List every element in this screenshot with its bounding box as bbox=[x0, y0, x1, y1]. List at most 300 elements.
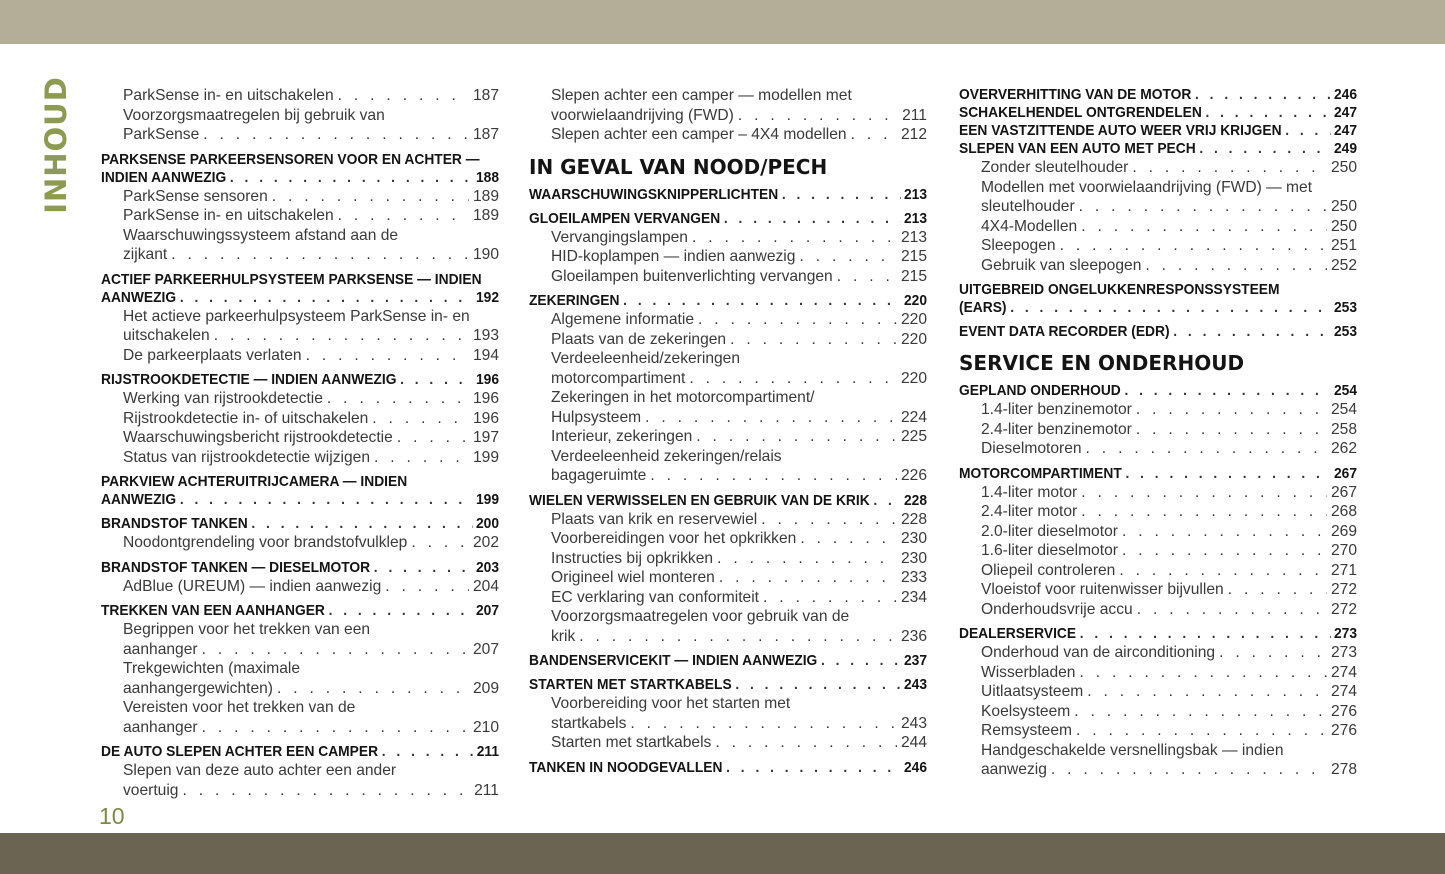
toc-heading-label: TREKKEN VAN EEN AANHANGER bbox=[101, 602, 325, 619]
toc-subentry[interactable] bbox=[529, 588, 927, 608]
toc-subentry-label: ParkSense in- en uitschakelen bbox=[123, 207, 334, 224]
toc-page-number: 189 bbox=[472, 207, 499, 224]
toc-heading-label: GEPLAND ONDERHOUD bbox=[959, 382, 1121, 399]
dot-leader bbox=[1219, 643, 1327, 663]
section-title: SERVICE EN ONDERHOUD bbox=[959, 351, 1245, 375]
toc-subentry-label: Plaats van de zekeringen bbox=[551, 330, 727, 348]
toc-subentry-text: Verdeeleenheid zekeringen/relais bbox=[551, 447, 782, 465]
toc-heading[interactable] bbox=[101, 289, 499, 307]
dot-leader bbox=[1124, 382, 1330, 400]
dot-leader bbox=[1086, 439, 1327, 459]
toc-subentry[interactable] bbox=[959, 236, 1357, 256]
toc-page-number: 249 bbox=[1333, 140, 1358, 157]
toc-subentry-label: krik bbox=[551, 627, 576, 645]
toc-heading[interactable] bbox=[529, 492, 927, 510]
dot-leader bbox=[1079, 197, 1327, 217]
toc-heading[interactable] bbox=[101, 743, 499, 761]
toc-subentry-label: motorcompartiment bbox=[551, 369, 686, 387]
toc-heading-label: BRANDSTOF TANKEN — DIESELMOTOR bbox=[101, 558, 371, 576]
toc-heading-label: AANWEZIG bbox=[101, 288, 177, 306]
toc-subentry[interactable] bbox=[101, 640, 499, 660]
toc-page-number: 246 bbox=[1333, 86, 1358, 103]
toc-subentry[interactable] bbox=[959, 760, 1357, 780]
dot-leader bbox=[873, 492, 900, 510]
dot-leader bbox=[630, 714, 897, 734]
toc-heading[interactable] bbox=[959, 382, 1357, 400]
toc-page-number: 252 bbox=[1330, 256, 1357, 274]
toc-subentry-label: aanhanger bbox=[123, 718, 198, 736]
toc-page-number: 200 bbox=[475, 515, 500, 532]
toc-subentry[interactable] bbox=[529, 549, 927, 569]
toc-page-number: 250 bbox=[1330, 198, 1357, 215]
toc-heading-label: RIJSTROOKDETECTIE — INDIEN AANWEZIG bbox=[101, 371, 397, 388]
dot-leader bbox=[698, 310, 897, 330]
toc-page-number: 197 bbox=[472, 429, 499, 446]
toc-heading[interactable] bbox=[959, 299, 1357, 317]
toc-heading[interactable] bbox=[101, 515, 499, 533]
toc-subentry-text: Voorzorgsmaatregelen voor gebruik van de bbox=[551, 608, 850, 625]
dot-leader bbox=[385, 577, 469, 597]
toc-subentry-label: ParkSense bbox=[123, 126, 200, 143]
dot-leader bbox=[1132, 158, 1327, 178]
toc-page-number: 230 bbox=[900, 530, 927, 547]
toc-subentry[interactable] bbox=[101, 409, 499, 429]
toc-heading-text: UITGEBREID ONGELUKKENRESPONSSYSTEEM bbox=[959, 281, 1280, 298]
toc-page-number: 187 bbox=[472, 87, 499, 104]
dot-leader bbox=[1074, 702, 1327, 722]
toc-heading[interactable] bbox=[529, 292, 927, 310]
toc-subentry[interactable] bbox=[101, 187, 499, 207]
toc-subentry[interactable] bbox=[959, 158, 1357, 178]
toc-heading[interactable] bbox=[101, 371, 499, 389]
toc-subentry-label: Instructies bij opkrikken bbox=[551, 549, 714, 567]
toc-heading[interactable] bbox=[101, 559, 499, 577]
toc-subentry-text: Het actieve parkeerhulpsysteem ParkSense in- en bbox=[123, 307, 470, 325]
toc-heading-text: ACTIEF PARKEERHULPSYSTEEM PARKSENSE — INDIEN bbox=[101, 270, 482, 288]
toc-page-number: 193 bbox=[472, 327, 499, 344]
toc-subentry-label: Waarschuwingsbericht rijstrookdetectie bbox=[123, 429, 393, 446]
toc-page-number: 196 bbox=[475, 371, 500, 388]
toc-subentry[interactable] bbox=[529, 408, 927, 428]
toc-subentry-label: Rijstrookdetectie in- of uitschakelen bbox=[123, 409, 369, 427]
toc-subentry-label: 2.0-liter dieselmotor bbox=[981, 522, 1118, 540]
toc-subentry[interactable] bbox=[529, 228, 927, 248]
toc-subentry[interactable] bbox=[101, 448, 499, 468]
toc-subentry-label: 4X4-Modellen bbox=[981, 217, 1078, 235]
dot-leader bbox=[1010, 299, 1330, 317]
toc-heading[interactable] bbox=[959, 625, 1357, 643]
toc-subentry-label: bagageruimte bbox=[551, 467, 647, 484]
dot-leader bbox=[1079, 663, 1327, 683]
toc-subentry[interactable] bbox=[529, 568, 927, 588]
dot-leader bbox=[1136, 400, 1327, 420]
toc-heading-label: DE AUTO SLEPEN ACHTER EEN CAMPER bbox=[101, 743, 379, 760]
dot-leader bbox=[719, 568, 897, 588]
toc-subentry-label: zijkant bbox=[123, 246, 168, 263]
toc-subentry-text: Modellen met voorwielaandrijving (FWD) — met bbox=[981, 178, 1313, 196]
toc-subentry[interactable] bbox=[959, 682, 1357, 702]
toc-page-number: 251 bbox=[1330, 237, 1357, 254]
toc-subentry[interactable] bbox=[959, 580, 1357, 600]
toc-subentry-text: Waarschuwingssysteem afstand aan de bbox=[123, 226, 399, 244]
toc-page-number: 254 bbox=[1333, 382, 1358, 399]
toc-page-number: 189 bbox=[472, 187, 499, 205]
dot-leader bbox=[338, 86, 469, 106]
dot-leader bbox=[692, 228, 897, 248]
toc-page-number: 212 bbox=[900, 126, 927, 143]
toc-heading-label: OVERVERHITTING VAN DE MOTOR bbox=[959, 86, 1192, 103]
dot-leader bbox=[717, 549, 897, 569]
toc-page-number: 192 bbox=[475, 288, 500, 306]
toc-page-number: 253 bbox=[1333, 323, 1358, 340]
toc-page-number: 224 bbox=[900, 408, 927, 426]
toc-page-number: 199 bbox=[472, 448, 499, 466]
dot-leader bbox=[202, 640, 469, 660]
toc-subentry-label: Remsysteem bbox=[981, 722, 1072, 739]
toc-subentry[interactable] bbox=[959, 561, 1357, 581]
toc-subentry[interactable] bbox=[529, 714, 927, 734]
toc-heading-text: PARKSENSE PARKEERSENSOREN VOOR EN ACHTER — bbox=[101, 150, 480, 168]
toc-subentry[interactable] bbox=[959, 217, 1357, 237]
toc-subentry-label: Plaats van krik en reservewiel bbox=[551, 510, 758, 528]
dot-leader bbox=[1051, 760, 1327, 780]
toc-subentry-label: AdBlue (UREUM) — indien aanwezig bbox=[123, 577, 382, 595]
dot-leader bbox=[837, 267, 897, 287]
toc-heading[interactable] bbox=[959, 323, 1357, 341]
dot-leader bbox=[1081, 483, 1327, 503]
toc-page-number: 270 bbox=[1330, 542, 1357, 559]
dot-leader bbox=[277, 679, 469, 699]
toc-heading[interactable] bbox=[529, 676, 927, 694]
toc-subentry-label: Onderhoud van de airconditioning bbox=[981, 644, 1216, 661]
dot-leader bbox=[306, 346, 469, 366]
toc-subentry[interactable] bbox=[529, 369, 927, 389]
toc-page-number: 234 bbox=[900, 588, 927, 606]
dot-leader bbox=[735, 676, 900, 694]
toc-subentry[interactable] bbox=[101, 577, 499, 597]
dot-leader bbox=[821, 652, 900, 670]
toc-page-number: 188 bbox=[475, 168, 500, 186]
dot-leader bbox=[1285, 122, 1330, 140]
dot-leader bbox=[182, 781, 470, 801]
toc-heading-label: WAARSCHUWINGSKNIPPERLICHTEN bbox=[529, 185, 779, 203]
toc-subentry-text: Trekgewichten (maximale bbox=[123, 660, 301, 677]
toc-subentry-text: Vereisten voor het trekken van de bbox=[123, 699, 356, 716]
toc-page-number: 220 bbox=[900, 369, 927, 387]
toc-page-number: 211 bbox=[476, 743, 500, 760]
toc-subentry-label: Interieur, zekeringen bbox=[551, 428, 693, 445]
toc-page-number: 246 bbox=[903, 758, 928, 776]
toc-heading[interactable] bbox=[529, 759, 927, 777]
toc-page-number: 190 bbox=[472, 246, 499, 263]
dot-leader bbox=[374, 559, 473, 577]
toc-heading-label: WIELEN VERWISSELEN EN GEBRUIK VAN DE KRIK bbox=[529, 491, 870, 509]
toc-page-number: 278 bbox=[1330, 761, 1357, 778]
toc-subentry[interactable] bbox=[101, 125, 499, 145]
dot-leader bbox=[1205, 104, 1330, 122]
top-band bbox=[0, 0, 1445, 44]
toc-heading-label: GLOEILAMPEN VERVANGEN bbox=[529, 209, 721, 227]
toc-subentry[interactable] bbox=[959, 522, 1357, 542]
toc-page-number: 207 bbox=[472, 640, 499, 658]
toc-subentry-label: 1.6-liter dieselmotor bbox=[981, 542, 1118, 559]
toc-subentry-label: voorwielaandrijving (FWD) bbox=[551, 106, 734, 124]
dot-leader bbox=[214, 326, 469, 346]
toc-page-number: 220 bbox=[903, 292, 928, 309]
dot-leader bbox=[799, 247, 897, 267]
toc-subentry[interactable] bbox=[101, 346, 499, 366]
toc-subentry-text: Slepen van deze auto achter een ander bbox=[123, 762, 397, 779]
toc-subentry[interactable] bbox=[529, 330, 927, 350]
dot-leader bbox=[374, 448, 469, 468]
toc-heading[interactable] bbox=[529, 186, 927, 204]
toc-subentry[interactable] bbox=[529, 510, 927, 530]
dot-leader bbox=[372, 409, 469, 429]
toc-subentry-label: Starten met startkabels bbox=[551, 734, 712, 751]
toc-subentry[interactable] bbox=[959, 702, 1357, 722]
toc-page-number: 272 bbox=[1330, 581, 1357, 598]
toc-subentry[interactable] bbox=[101, 206, 499, 226]
toc-subentry[interactable] bbox=[529, 125, 927, 145]
toc-subentry-label: aanhangergewichten) bbox=[123, 679, 273, 697]
toc-page-number: 253 bbox=[1333, 299, 1358, 316]
toc-heading[interactable] bbox=[959, 122, 1357, 140]
dot-leader bbox=[726, 759, 900, 777]
toc-subentry-text: Zekeringen in het motorcompartiment/ bbox=[551, 389, 815, 406]
dot-leader bbox=[202, 718, 469, 738]
toc-page-number: 230 bbox=[900, 549, 927, 567]
toc-page-number: 213 bbox=[900, 228, 927, 246]
toc-page-number: 196 bbox=[472, 390, 499, 407]
toc-heading-label: AANWEZIG bbox=[101, 491, 177, 508]
toc-subentry[interactable] bbox=[959, 502, 1357, 522]
toc-subentry-label: Status van rijstrookdetectie wijzigen bbox=[123, 448, 371, 466]
toc-subentry[interactable] bbox=[959, 400, 1357, 420]
toc-heading-label: EVENT DATA RECORDER (EDR) bbox=[959, 323, 1170, 340]
dot-leader bbox=[738, 106, 898, 126]
toc-page-number: 247 bbox=[1333, 122, 1358, 139]
toc-subentry[interactable] bbox=[529, 529, 927, 549]
toc-page-number: 199 bbox=[475, 491, 500, 508]
toc-subentry-label: 2.4-liter benzinemotor bbox=[981, 420, 1132, 438]
dot-leader bbox=[1060, 236, 1327, 256]
toc-subentry[interactable] bbox=[529, 427, 927, 447]
toc-column-1 bbox=[101, 86, 499, 800]
dot-leader bbox=[329, 602, 473, 620]
toc-subentry[interactable] bbox=[529, 106, 927, 126]
toc-page-number: 233 bbox=[900, 569, 927, 586]
toc-page-number: 247 bbox=[1333, 104, 1358, 121]
toc-subentry-label: EC verklaring van conformiteit bbox=[551, 588, 759, 606]
dot-leader bbox=[171, 245, 469, 265]
toc-subentry[interactable] bbox=[529, 466, 927, 486]
toc-heading[interactable] bbox=[529, 210, 927, 228]
toc-subentry[interactable] bbox=[959, 483, 1357, 503]
toc-subentry[interactable] bbox=[101, 389, 499, 409]
toc-subentry[interactable] bbox=[959, 643, 1357, 663]
dot-leader bbox=[724, 210, 900, 228]
dot-leader bbox=[851, 125, 897, 145]
toc-subentry-label: Dieselmotoren bbox=[981, 440, 1082, 457]
toc-subentry[interactable] bbox=[101, 718, 499, 738]
toc-subentry-label: aanhanger bbox=[123, 640, 198, 658]
toc-subentry[interactable] bbox=[101, 781, 499, 801]
toc-subentry-label: voertuig bbox=[123, 781, 179, 799]
toc-subentry[interactable] bbox=[959, 197, 1357, 217]
section-title: IN GEVAL VAN NOOD/PECH bbox=[529, 154, 828, 179]
toc-subentry-label: aanwezig bbox=[981, 761, 1047, 778]
toc-page-number: 268 bbox=[1330, 503, 1357, 520]
dot-leader bbox=[1080, 625, 1331, 643]
toc-page-number: 254 bbox=[1330, 401, 1357, 418]
toc-page-number: 187 bbox=[472, 126, 499, 143]
dot-leader bbox=[272, 187, 469, 207]
toc-subentry[interactable] bbox=[101, 86, 499, 106]
toc-page-number: 215 bbox=[900, 248, 927, 265]
side-tab bbox=[36, 76, 76, 214]
dot-leader bbox=[1195, 86, 1330, 104]
toc-subentry[interactable] bbox=[959, 420, 1357, 440]
toc-heading-label: INDIEN AANWEZIG bbox=[101, 168, 227, 186]
toc-subentry-label: Noodontgrendeling voor brandstofvulklep bbox=[123, 534, 408, 551]
toc-subentry-text: Handgeschakelde versnellingsbak — indien bbox=[981, 741, 1284, 759]
toc-page-number: 271 bbox=[1330, 561, 1357, 579]
toc-heading-label: DEALERSERVICE bbox=[959, 625, 1077, 642]
toc-heading-label: SLEPEN VAN EEN AUTO MET PECH bbox=[959, 140, 1196, 157]
toc-heading[interactable] bbox=[959, 140, 1357, 158]
dot-leader bbox=[1228, 580, 1327, 600]
dot-leader bbox=[411, 533, 469, 553]
toc-subentry-label: Oliepeil controleren bbox=[981, 561, 1116, 579]
toc-subentry[interactable] bbox=[529, 267, 927, 287]
toc-subentry[interactable] bbox=[959, 541, 1357, 561]
toc-subentry[interactable] bbox=[101, 428, 499, 448]
dot-leader bbox=[763, 588, 897, 608]
toc-subentry[interactable] bbox=[101, 533, 499, 553]
toc-page-number: 213 bbox=[903, 209, 928, 227]
toc-subentry[interactable] bbox=[529, 627, 927, 647]
toc-page-number: 210 bbox=[472, 718, 499, 736]
toc-subentry[interactable] bbox=[959, 439, 1357, 459]
toc-subentry[interactable] bbox=[101, 679, 499, 699]
toc-subentry-label: Vloeistof voor ruitenwisser bijvullen bbox=[981, 581, 1224, 598]
toc-heading[interactable] bbox=[101, 602, 499, 620]
toc-subentry[interactable] bbox=[529, 733, 927, 753]
dot-leader bbox=[180, 289, 472, 307]
toc-heading[interactable] bbox=[101, 169, 499, 187]
toc-heading[interactable] bbox=[959, 104, 1357, 122]
toc-subentry-text: Voorbereiding voor het starten met bbox=[551, 695, 791, 712]
toc-page-number: 207 bbox=[475, 602, 500, 619]
dot-leader bbox=[1145, 256, 1327, 276]
toc-page-number: 203 bbox=[475, 558, 500, 576]
toc-heading[interactable] bbox=[101, 491, 499, 509]
dot-leader bbox=[579, 627, 897, 647]
toc-subentry-label: Gloeilampen buitenverlichting vervangen bbox=[551, 267, 833, 285]
toc-page-number: 274 bbox=[1330, 663, 1357, 681]
toc-heading-label: SCHAKELHENDEL ONTGRENDELEN bbox=[959, 104, 1202, 121]
toc-subentry[interactable] bbox=[959, 600, 1357, 620]
dot-leader bbox=[382, 743, 473, 761]
dot-leader bbox=[180, 491, 472, 509]
dot-leader bbox=[251, 515, 472, 533]
toc-page-number: 258 bbox=[1330, 420, 1357, 438]
toc-page-number: 220 bbox=[900, 330, 927, 348]
toc-page-number: 209 bbox=[472, 679, 499, 697]
dot-leader bbox=[689, 369, 897, 389]
toc-subentry-label: Onderhoudsvrije accu bbox=[981, 600, 1133, 618]
toc-subentry-label: ParkSense sensoren bbox=[123, 187, 268, 205]
toc-page-number: 228 bbox=[903, 491, 928, 509]
toc-subentry[interactable] bbox=[101, 245, 499, 265]
toc-heading-label: TANKEN IN NOODGEVALLEN bbox=[529, 758, 723, 776]
bottom-band bbox=[0, 833, 1445, 874]
toc-subentry[interactable] bbox=[101, 326, 499, 346]
toc-subentry-label: Vervangingslampen bbox=[551, 228, 688, 246]
toc-column-2 bbox=[529, 86, 927, 777]
dot-leader bbox=[1136, 420, 1327, 440]
toc-subentry-label: Voorbereidingen voor het opkrikken bbox=[551, 530, 797, 547]
toc-page-number: 243 bbox=[900, 714, 927, 732]
dot-leader bbox=[800, 529, 897, 549]
dot-leader bbox=[782, 186, 900, 204]
toc-page-number: 211 bbox=[902, 106, 927, 124]
toc-page-number: 276 bbox=[1330, 722, 1357, 739]
toc-subentry-text: Slepen achter een camper — modellen met bbox=[551, 87, 852, 104]
toc-page-number: 196 bbox=[472, 409, 499, 427]
toc-subentry-text: Voorzorgsmaatregelen bij gebruik van bbox=[123, 106, 385, 124]
toc-heading[interactable] bbox=[959, 465, 1357, 483]
toc-subentry-label: ParkSense in- en uitschakelen bbox=[123, 87, 334, 104]
dot-leader bbox=[650, 466, 897, 486]
toc-page-number: 267 bbox=[1333, 464, 1358, 482]
toc-subentry[interactable] bbox=[959, 663, 1357, 683]
toc-page-number: 228 bbox=[900, 510, 927, 528]
dot-leader bbox=[761, 510, 897, 530]
toc-page-number: 194 bbox=[472, 346, 499, 364]
dot-leader bbox=[645, 408, 897, 428]
dot-leader bbox=[1137, 600, 1327, 620]
toc-subentry[interactable] bbox=[529, 310, 927, 330]
toc-page-number: 272 bbox=[1330, 600, 1357, 618]
dot-leader bbox=[327, 389, 469, 409]
toc-column-3 bbox=[959, 86, 1357, 780]
dot-leader bbox=[1081, 217, 1327, 237]
toc-page-number: 226 bbox=[900, 467, 927, 484]
dot-leader bbox=[623, 292, 900, 310]
toc-subentry-label: De parkeerplaats verlaten bbox=[123, 346, 302, 364]
toc-page-number: 220 bbox=[900, 311, 927, 328]
toc-heading-label: BRANDSTOF TANKEN bbox=[101, 515, 248, 532]
toc-subentry[interactable] bbox=[529, 247, 927, 267]
toc-heading[interactable] bbox=[959, 86, 1357, 104]
toc-page-number: 273 bbox=[1333, 625, 1358, 642]
dot-leader bbox=[715, 733, 897, 753]
toc-subentry-label: Wisserbladen bbox=[981, 663, 1076, 681]
toc-subentry[interactable] bbox=[959, 256, 1357, 276]
toc-page-number: 236 bbox=[900, 627, 927, 645]
dot-leader bbox=[1122, 522, 1327, 542]
page-number: 10 bbox=[99, 803, 125, 829]
toc-heading[interactable] bbox=[529, 652, 927, 670]
toc-heading-label: EEN VASTZITTENDE AUTO WEER VRIJ KRIJGEN bbox=[959, 122, 1282, 139]
toc-heading-label: (EARS) bbox=[959, 299, 1007, 316]
toc-page-number: 211 bbox=[474, 781, 499, 799]
toc-subentry-label: uitschakelen bbox=[123, 327, 210, 344]
toc-subentry[interactable] bbox=[959, 721, 1357, 741]
dot-leader bbox=[1119, 561, 1327, 581]
toc-subentry-label: HID-koplampen — indien aanwezig bbox=[551, 248, 796, 265]
